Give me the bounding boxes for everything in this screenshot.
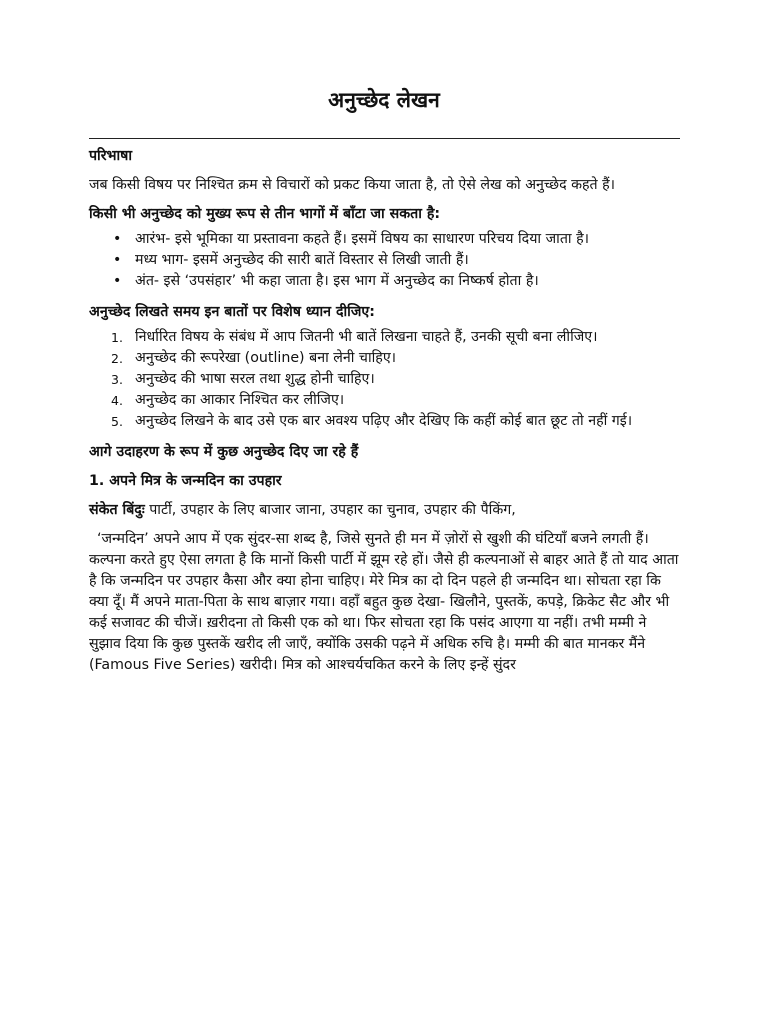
- hints-line: [89, 500, 681, 521]
- parts-heading: किसी भी अनुच्छेद को मुख्य रूप से तीन भागों में बाँटा जा सकता है:: [89, 206, 441, 222]
- definition-heading: परिभाषा: [89, 148, 133, 164]
- list-item: [89, 271, 681, 292]
- list-item: [89, 411, 681, 432]
- tips-heading: अनुच्छेद लिखते समय इन बातों पर विशेष ध्यान दीजिए:: [89, 304, 375, 320]
- document-body: [89, 146, 681, 676]
- list-item-text: निर्धारित विषय के संबंध में आप जितनी भी बातें लिखना चाहते हैं, उनकी सूची बना लीजिए।: [135, 329, 598, 345]
- list-item: [89, 327, 681, 348]
- tips-list: [89, 327, 681, 432]
- list-number: 3.: [111, 372, 123, 387]
- example-title: 1. अपने मित्र के जन्मदिन का उपहार: [89, 473, 282, 489]
- list-item-text: अंत- इसे ‘उपसंहार’ भी कहा जाता है। इस भाग में अनुच्छेद का निष्कर्ष होता है।: [135, 273, 539, 289]
- list-item: [89, 369, 681, 390]
- list-item-text: अनुच्छेद का आकार निश्चित कर लीजिए।: [135, 392, 345, 408]
- list-number: 2.: [111, 351, 123, 366]
- list-number: 4.: [111, 393, 123, 408]
- list-number: 5.: [111, 414, 123, 429]
- list-item-text: अनुच्छेद की रूपरेखा (outline) बना लेनी चाहिए।: [135, 350, 397, 366]
- bullet-icon: •: [113, 231, 122, 247]
- page-title: अनुच्छेद लेखन: [328, 88, 440, 112]
- bullet-icon: •: [113, 273, 122, 289]
- list-item: [89, 229, 681, 250]
- definition-text: जब किसी विषय पर निश्चित क्रम से विचारों को प्रकट किया जाता है, तो ऐसे लेख को अनुच्छेद कहते हैं।: [89, 177, 616, 193]
- hints-label: संकेत बिंदुः: [89, 502, 145, 518]
- parts-list: [89, 229, 681, 292]
- title-divider: [89, 138, 680, 139]
- list-item-text: आरंभ- इसे भूमिका या प्रस्तावना कहते हैं। इसमें विषय का साधारण परिचय दिया जाता है।: [135, 231, 590, 247]
- list-item-text: मध्य भाग- इसमें अनुच्छेद की सारी बातें विस्तार से लिखी जाती हैं।: [135, 252, 469, 268]
- hints-text: पार्टी, उपहार के लिए बाजार जाना, उपहार का चुनाव, उपहार की पैकिंग,: [144, 502, 516, 518]
- list-item: [89, 348, 681, 369]
- list-item: [89, 390, 681, 411]
- list-item-text: अनुच्छेद की भाषा सरल तथा शुद्ध होनी चाहिए।: [135, 371, 375, 387]
- list-item: [89, 250, 681, 271]
- example-paragraph: ‘जन्मदिन’ अपने आप में एक सुंदर-सा शब्द है, जिसे सुनते ही मन में ज़ोरों से खुशी की घंटियाँ बजने लगती हैं। कल्पना करते हुए ऐसा लगता है कि मानों किसी पार्टी में झूम रहे हों। जैसे ही कल्पनाओं से बाहर आते हैं तो याद आता है कि जन्मदिन पर उपहार कैसा और क्या होना चाहिए। मेरे मित्र का दो दिन पहले ही जन्मदिन था। सोचता रहा कि क्या दूँ। मैं अपने माता-पिता के साथ बाज़ार गया। वहाँ बहुत कुछ देखा- खिलौने, पुस्तकें, कपड़े, क्रिकेट सैट और भी कई सजावट की चीजें। ख़रीदना तो किसी एक को था। फिर सोचता रहा कि पसंद आएगा या नहीं। तभी मम्मी ने सुझाव दिया कि कुछ पुस्तकें खरीद ली जाएँ, क्योंकि उसकी पढ़ने में अधिक रुचि है। मम्मी की बात मानकर मैंने (Famous Five Series) खरीदी। मित्र को आश्चर्यचकित करने के लिए इन्हें सुंदर: [89, 531, 679, 673]
- examples-heading: आगे उदाहरण के रूप में कुछ अनुच्छेद दिए जा रहे हैं: [89, 444, 359, 460]
- list-item-text: अनुच्छेद लिखने के बाद उसे एक बार अवश्य पढ़िए और देखिए कि कहीं कोई बात छूट तो नहीं गई।: [135, 413, 633, 429]
- list-number: 1.: [111, 330, 123, 345]
- bullet-icon: •: [113, 252, 122, 268]
